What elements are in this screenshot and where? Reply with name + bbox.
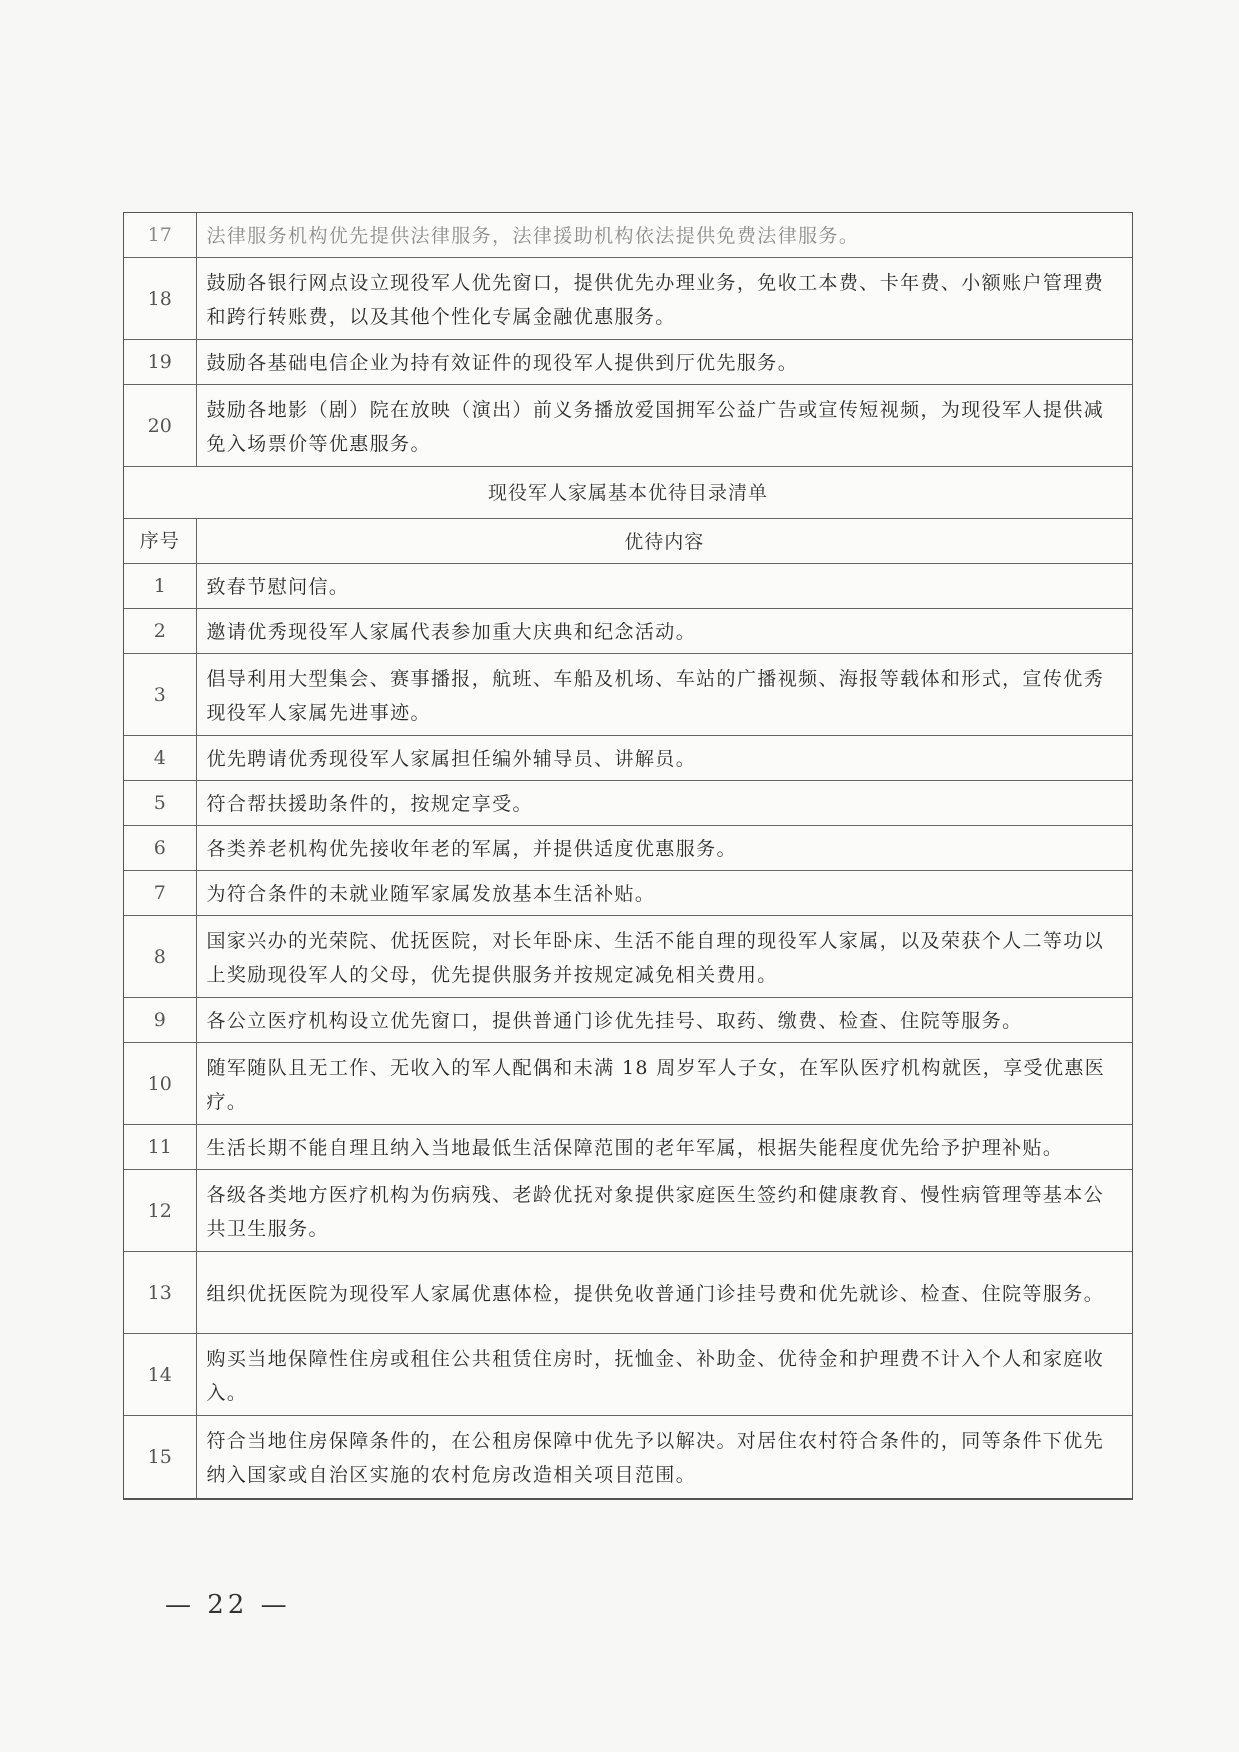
table-row — [124, 258, 1132, 340]
row-number: 20 — [124, 385, 196, 467]
row-number: 3 — [124, 654, 196, 736]
table-row — [124, 564, 1132, 609]
table-row — [124, 916, 1132, 998]
section-title-row — [124, 467, 1132, 519]
header-content: 优待内容 — [196, 519, 1132, 564]
row-content: 各公立医疗机构设立优先窗口，提供普通门诊优先挂号、取药、缴费、检查、住院等服务。 — [196, 998, 1132, 1043]
row-number: 14 — [124, 1334, 196, 1416]
table-row — [124, 1334, 1132, 1416]
row-number: 15 — [124, 1416, 196, 1498]
row-content: 符合帮扶援助条件的，按规定享受。 — [196, 781, 1132, 826]
table-row — [124, 609, 1132, 654]
row-number: 8 — [124, 916, 196, 998]
row-content: 法律服务机构优先提供法律服务，法律援助机构依法提供免费法律服务。 — [196, 213, 1132, 258]
row-number: 6 — [124, 826, 196, 871]
table-row — [124, 654, 1132, 736]
table-row — [124, 385, 1132, 467]
row-content: 各级各类地方医疗机构为伤病残、老龄优抚对象提供家庭医生签约和健康教育、慢性病管理等基本公共卫生服务。 — [196, 1170, 1132, 1252]
table-row — [124, 781, 1132, 826]
row-content: 鼓励各银行网点设立现役军人优先窗口，提供优先办理业务，免收工本费、卡年费、小额账户管理费和跨行转账费，以及其他个性化专属金融优惠服务。 — [196, 258, 1132, 340]
row-content: 随军随队且无工作、无收入的军人配偶和未满 18 周岁军人子女，在军队医疗机构就医，享受优惠医疗。 — [196, 1043, 1132, 1125]
table-row — [124, 213, 1132, 258]
row-content: 为符合条件的未就业随军家属发放基本生活补贴。 — [196, 871, 1132, 916]
row-content: 鼓励各地影（剧）院在放映（演出）前义务播放爱国拥军公益广告或宣传短视频，为现役军人提供减免入场票价等优惠服务。 — [196, 385, 1132, 467]
benefits-table-sheet — [123, 212, 1133, 1500]
table-header-row — [124, 519, 1132, 564]
table-row — [124, 1416, 1132, 1498]
row-number: 4 — [124, 736, 196, 781]
table-row — [124, 340, 1132, 385]
row-content: 组织优抚医院为现役军人家属优惠体检，提供免收普通门诊挂号费和优先就诊、检查、住院等服务。 — [196, 1252, 1132, 1334]
row-number: 10 — [124, 1043, 196, 1125]
row-content: 各类养老机构优先接收年老的军属，并提供适度优惠服务。 — [196, 826, 1132, 871]
row-number: 17 — [147, 224, 172, 246]
row-number: 9 — [124, 998, 196, 1043]
row-content: 鼓励各基础电信企业为持有效证件的现役军人提供到厅优先服务。 — [196, 340, 1132, 385]
row-number: 5 — [124, 781, 196, 826]
row-content: 国家兴办的光荣院、优抚医院，对长年卧床、生活不能自理的现役军人家属，以及荣获个人二等功以上奖励现役军人的父母，优先提供服务并按规定减免相关费用。 — [196, 916, 1132, 998]
table-row — [124, 1125, 1132, 1170]
row-content: 优先聘请优秀现役军人家属担任编外辅导员、讲解员。 — [196, 736, 1132, 781]
row-number: 12 — [124, 1170, 196, 1252]
table-row — [124, 871, 1132, 916]
row-number: 11 — [124, 1125, 196, 1170]
row-number: 19 — [124, 340, 196, 385]
row-number: 2 — [124, 609, 196, 654]
header-number: 序号 — [124, 519, 196, 564]
row-content: 符合当地住房保障条件的，在公租房保障中优先予以解决。对居住农村符合条件的，同等条件下优先纳入国家或自治区实施的农村危房改造相关项目范围。 — [196, 1416, 1132, 1498]
page-number: — 22 — — [165, 1590, 291, 1620]
row-content: 生活长期不能自理且纳入当地最低生活保障范围的老年军属，根据失能程度优先给予护理补贴。 — [196, 1125, 1132, 1170]
section-title: 现役军人家属基本优待目录清单 — [124, 467, 1132, 519]
benefits-table — [124, 213, 1132, 1498]
row-content: 购买当地保障性住房或租住公共租赁住房时，抚恤金、补助金、优待金和护理费不计入个人和家庭收入。 — [196, 1334, 1132, 1416]
table-row — [124, 1252, 1132, 1334]
table-row — [124, 998, 1132, 1043]
row-content: 邀请优秀现役军人家属代表参加重大庆典和纪念活动。 — [196, 609, 1132, 654]
row-number: 18 — [124, 258, 196, 340]
row-number: 1 — [124, 564, 196, 609]
row-content: 倡导利用大型集会、赛事播报，航班、车船及机场、车站的广播视频、海报等载体和形式，宣传优秀现役军人家属先进事迹。 — [196, 654, 1132, 736]
table-row — [124, 736, 1132, 781]
row-number: 7 — [124, 871, 196, 916]
table-row — [124, 1043, 1132, 1125]
row-content: 致春节慰问信。 — [196, 564, 1132, 609]
table-row — [124, 1170, 1132, 1252]
row-number: 13 — [124, 1252, 196, 1334]
table-row — [124, 826, 1132, 871]
